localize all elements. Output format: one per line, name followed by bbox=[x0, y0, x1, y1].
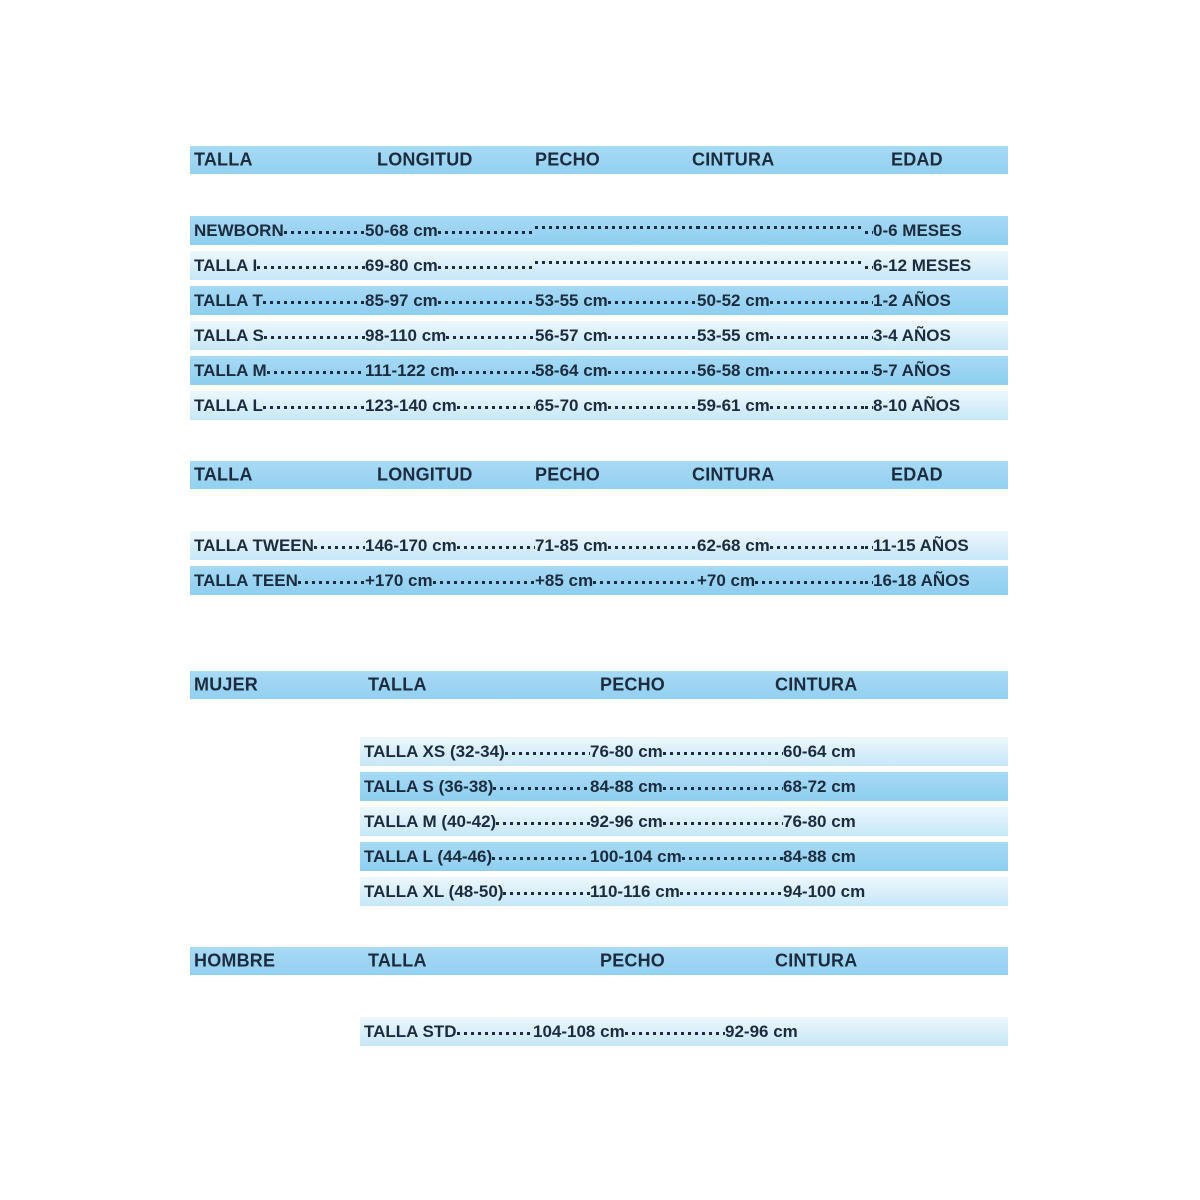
cell-text: 71-85 cm bbox=[535, 535, 608, 555]
column-header: PECHO bbox=[600, 950, 666, 971]
value-cell bbox=[725, 1022, 1008, 1042]
cell-text: TALLA L (44-46) bbox=[364, 846, 493, 866]
dot-leader bbox=[608, 406, 697, 409]
cell-text: +85 cm bbox=[535, 570, 594, 590]
value-cell bbox=[697, 226, 865, 236]
dot-leader bbox=[457, 1032, 533, 1035]
dot-leader bbox=[263, 301, 365, 304]
dot-leader bbox=[314, 546, 365, 549]
tween-teen-size-table bbox=[190, 461, 1008, 595]
cell-text: 84-88 cm bbox=[590, 776, 663, 796]
value-cell bbox=[865, 536, 1008, 556]
cell-text: 123-140 cm bbox=[365, 395, 457, 415]
dot-leader bbox=[505, 752, 590, 755]
column-header: LONGITUD bbox=[377, 464, 473, 485]
dot-leader bbox=[263, 406, 365, 409]
dot-leader bbox=[457, 406, 535, 409]
value-cell bbox=[535, 226, 697, 236]
dot-leader bbox=[697, 226, 865, 229]
cell-text: 56-57 cm bbox=[535, 325, 608, 345]
column-header: LONGITUD bbox=[377, 149, 473, 170]
dot-leader bbox=[493, 787, 590, 790]
value-cell bbox=[865, 326, 1008, 346]
value-cell bbox=[865, 361, 1008, 381]
dot-leader bbox=[865, 336, 873, 339]
size-label-cell bbox=[194, 536, 365, 556]
cell-text: 69-80 cm bbox=[365, 255, 438, 275]
cell-text: 60-64 cm bbox=[783, 741, 856, 761]
cell-text: 84-88 cm bbox=[783, 846, 856, 866]
dot-leader bbox=[446, 336, 535, 339]
cell-text: 92-96 cm bbox=[590, 811, 663, 831]
dot-leader bbox=[770, 336, 865, 339]
dot-leader bbox=[433, 581, 535, 584]
size-label-cell bbox=[364, 847, 590, 867]
column-header: PECHO bbox=[535, 464, 601, 485]
value-cell bbox=[365, 571, 535, 591]
dot-leader bbox=[865, 406, 873, 409]
value-cell bbox=[697, 396, 865, 416]
value-cell bbox=[365, 221, 535, 241]
cell-text: 58-64 cm bbox=[535, 360, 608, 380]
table-row bbox=[360, 807, 1008, 836]
table-row bbox=[190, 391, 1008, 420]
table-row bbox=[190, 251, 1008, 280]
cell-text: 56-58 cm bbox=[697, 360, 770, 380]
table-body bbox=[190, 1017, 1008, 1046]
table-header-row bbox=[190, 947, 1008, 975]
cell-text: 111-122 cm bbox=[365, 360, 455, 380]
column-header: EDAD bbox=[891, 149, 943, 170]
table-row bbox=[190, 286, 1008, 315]
women-size-table bbox=[190, 671, 1008, 906]
cell-text: TALLA TEEN bbox=[194, 570, 298, 590]
cell-text: 76-80 cm bbox=[590, 741, 663, 761]
dot-leader bbox=[608, 301, 697, 304]
cell-text: 0-6 MESES bbox=[873, 220, 962, 240]
value-cell bbox=[590, 777, 783, 797]
size-label-cell bbox=[194, 361, 365, 381]
cell-text: TALLA XL (48-50) bbox=[364, 881, 504, 901]
cell-text: 11-15 AÑOS bbox=[873, 535, 969, 555]
value-cell bbox=[783, 882, 1008, 902]
cell-text: +170 cm bbox=[365, 570, 433, 590]
table-header-row bbox=[190, 146, 1008, 174]
dot-leader bbox=[455, 371, 535, 374]
cell-text: 50-52 cm bbox=[697, 290, 770, 310]
table-row bbox=[360, 772, 1008, 801]
value-cell bbox=[697, 291, 865, 311]
column-header: TALLA bbox=[194, 464, 253, 485]
cell-text: 68-72 cm bbox=[783, 776, 856, 796]
column-header: TALLA bbox=[368, 950, 427, 971]
column-header: CINTURA bbox=[692, 149, 775, 170]
column-header: CINTURA bbox=[775, 950, 858, 971]
value-cell bbox=[865, 221, 1008, 241]
value-cell bbox=[783, 812, 1008, 832]
dot-leader bbox=[257, 266, 365, 269]
value-cell bbox=[865, 396, 1008, 416]
cell-text: 3-4 AÑOS bbox=[873, 325, 951, 345]
value-cell bbox=[365, 396, 535, 416]
cell-text: 94-100 cm bbox=[783, 881, 866, 901]
size-label-cell bbox=[364, 1022, 533, 1042]
value-cell bbox=[590, 742, 783, 762]
value-cell bbox=[783, 777, 1008, 797]
size-label-cell bbox=[194, 256, 365, 276]
size-label-cell bbox=[364, 742, 590, 762]
dot-leader bbox=[438, 301, 535, 304]
dot-leader bbox=[298, 581, 365, 584]
table-row bbox=[190, 321, 1008, 350]
cell-text: 59-61 cm bbox=[697, 395, 770, 415]
value-cell bbox=[697, 571, 865, 591]
value-cell bbox=[865, 291, 1008, 311]
value-cell bbox=[783, 847, 1008, 867]
table-row bbox=[190, 566, 1008, 595]
size-chart bbox=[190, 146, 1008, 1046]
cell-text: TALLA I bbox=[194, 255, 258, 275]
table-row bbox=[360, 842, 1008, 871]
cell-text: 50-68 cm bbox=[365, 220, 438, 240]
value-cell bbox=[697, 261, 865, 271]
cell-text: 85-97 cm bbox=[365, 290, 438, 310]
value-cell bbox=[535, 571, 697, 591]
cell-text: 5-7 AÑOS bbox=[873, 360, 951, 380]
cell-text: TALLA M bbox=[194, 360, 267, 380]
size-label-cell bbox=[194, 221, 365, 241]
men-size-table bbox=[190, 947, 1008, 1046]
value-cell bbox=[535, 291, 697, 311]
cell-text: 92-96 cm bbox=[725, 1021, 798, 1041]
size-label-cell bbox=[194, 571, 365, 591]
cell-text: TALLA S (36-38) bbox=[364, 776, 494, 796]
cell-text: 100-104 cm bbox=[590, 846, 682, 866]
dot-leader bbox=[865, 371, 873, 374]
column-header: EDAD bbox=[891, 464, 943, 485]
value-cell bbox=[365, 256, 535, 276]
dot-leader bbox=[770, 406, 865, 409]
dot-leader bbox=[608, 546, 697, 549]
cell-text: 6-12 MESES bbox=[873, 255, 972, 275]
value-cell bbox=[535, 326, 697, 346]
column-header: TALLA bbox=[194, 149, 253, 170]
dot-leader bbox=[438, 266, 535, 269]
column-header: PECHO bbox=[535, 149, 601, 170]
value-cell bbox=[590, 882, 783, 902]
cell-text: TALLA TWEEN bbox=[194, 535, 314, 555]
cell-text: TALLA XS (32-34) bbox=[364, 741, 505, 761]
cell-text: 76-80 cm bbox=[783, 811, 856, 831]
size-label-cell bbox=[194, 291, 365, 311]
dot-leader bbox=[680, 892, 783, 895]
value-cell bbox=[697, 536, 865, 556]
table-header-row bbox=[190, 671, 1008, 699]
dot-leader bbox=[770, 546, 865, 549]
cell-text: 16-18 AÑOS bbox=[873, 570, 970, 590]
value-cell bbox=[533, 1022, 725, 1042]
dot-leader bbox=[663, 787, 783, 790]
column-header: TALLA bbox=[368, 674, 427, 695]
column-header: CINTURA bbox=[692, 464, 775, 485]
dot-leader bbox=[438, 231, 535, 234]
dot-leader bbox=[535, 261, 697, 264]
dot-leader bbox=[663, 822, 783, 825]
size-label-cell bbox=[194, 326, 365, 346]
value-cell bbox=[865, 571, 1008, 591]
dot-leader bbox=[865, 546, 873, 549]
dot-leader bbox=[865, 301, 873, 304]
value-cell bbox=[365, 536, 535, 556]
cell-text: NEWBORN bbox=[194, 220, 284, 240]
size-label-cell bbox=[364, 777, 590, 797]
table-row bbox=[190, 531, 1008, 560]
cell-text: 98-110 cm bbox=[365, 325, 447, 345]
table-row bbox=[190, 356, 1008, 385]
column-header: CINTURA bbox=[775, 674, 858, 695]
dot-leader bbox=[697, 261, 865, 264]
dot-leader bbox=[492, 857, 590, 860]
size-label-cell bbox=[364, 882, 590, 902]
dot-leader bbox=[535, 226, 697, 229]
value-cell bbox=[590, 847, 783, 867]
value-cell bbox=[783, 742, 1008, 762]
value-cell bbox=[365, 361, 535, 381]
table-body bbox=[190, 737, 1008, 906]
value-cell bbox=[535, 361, 697, 381]
value-cell bbox=[365, 291, 535, 311]
cell-text: TALLA STD bbox=[364, 1021, 457, 1041]
dot-leader bbox=[496, 822, 590, 825]
dot-leader bbox=[264, 336, 365, 339]
cell-text: 8-10 AÑOS bbox=[873, 395, 961, 415]
cell-text: TALLA T bbox=[194, 290, 263, 310]
cell-text: 53-55 cm bbox=[535, 290, 608, 310]
cell-text: +70 cm bbox=[697, 570, 756, 590]
table-row bbox=[360, 877, 1008, 906]
dot-leader bbox=[865, 231, 873, 234]
column-header: PECHO bbox=[600, 674, 666, 695]
value-cell bbox=[697, 361, 865, 381]
cell-text: 62-68 cm bbox=[697, 535, 770, 555]
cell-text: 104-108 cm bbox=[533, 1021, 625, 1041]
dot-leader bbox=[663, 752, 783, 755]
cell-text: 1-2 AÑOS bbox=[873, 290, 951, 310]
cell-text: 110-116 cm bbox=[590, 881, 680, 901]
kids-size-table bbox=[190, 146, 1008, 420]
value-cell bbox=[535, 396, 697, 416]
size-label-cell bbox=[194, 396, 365, 416]
dot-leader bbox=[625, 1032, 725, 1035]
table-body bbox=[190, 216, 1008, 420]
dot-leader bbox=[770, 371, 865, 374]
dot-leader bbox=[865, 581, 873, 584]
dot-leader bbox=[457, 546, 535, 549]
value-cell bbox=[535, 261, 697, 271]
column-header: HOMBRE bbox=[194, 950, 276, 971]
value-cell bbox=[590, 812, 783, 832]
value-cell bbox=[865, 256, 1008, 276]
table-row bbox=[190, 216, 1008, 245]
dot-leader bbox=[267, 371, 365, 374]
size-label-cell bbox=[364, 812, 590, 832]
cell-text: TALLA S bbox=[194, 325, 264, 345]
value-cell bbox=[697, 326, 865, 346]
cell-text: TALLA M (40-42) bbox=[364, 811, 497, 831]
value-cell bbox=[365, 326, 535, 346]
dot-leader bbox=[865, 266, 873, 269]
dot-leader bbox=[770, 301, 865, 304]
table-body bbox=[190, 531, 1008, 595]
dot-leader bbox=[284, 231, 365, 234]
column-header: MUJER bbox=[194, 674, 259, 695]
cell-text: 65-70 cm bbox=[535, 395, 608, 415]
table-header-row bbox=[190, 461, 1008, 489]
cell-text: 53-55 cm bbox=[697, 325, 770, 345]
dot-leader bbox=[608, 336, 697, 339]
cell-text: TALLA L bbox=[194, 395, 263, 415]
table-row bbox=[360, 737, 1008, 766]
table-row bbox=[360, 1017, 1008, 1046]
dot-leader bbox=[608, 371, 697, 374]
value-cell bbox=[535, 536, 697, 556]
cell-text: 146-170 cm bbox=[365, 535, 457, 555]
dot-leader bbox=[755, 581, 865, 584]
dot-leader bbox=[503, 892, 590, 895]
dot-leader bbox=[593, 581, 697, 584]
dot-leader bbox=[682, 857, 783, 860]
